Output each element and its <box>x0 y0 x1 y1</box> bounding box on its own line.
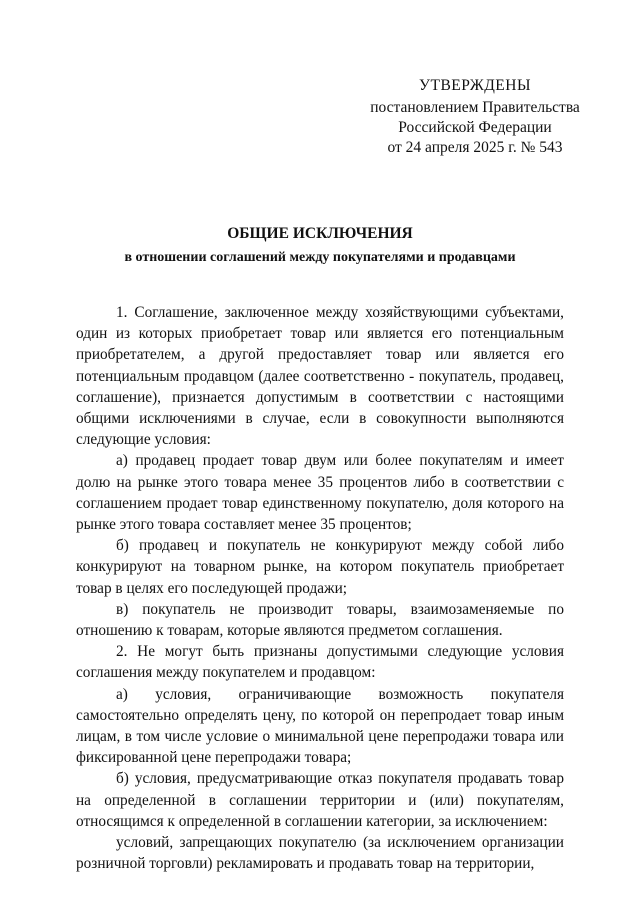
approval-line-1: постановлением Правительства <box>370 99 580 116</box>
paragraph-2a: а) условия, ограничивающие возможность покупателя самостоятельно определять цену, по которой он перепродает товар иным лицам, в том числе условие о минимальной цене перепродажи товара или фиксированной цене перепродажи товара; <box>76 685 564 767</box>
approval-block <box>340 76 610 158</box>
paragraph-2b-exception: условий, запрещающих покупателю (за исключением организации розничной торговли) рекламировать и продавать товар на территории, <box>76 834 564 873</box>
paragraph-2: 2. Не могут быть признаны допустимыми следующие условия соглашения между покупателем и продавцом: <box>76 643 564 682</box>
approval-line-2: Российской Федерации <box>398 119 552 136</box>
approval-line-3: от 24 апреля 2025 г. № 543 <box>387 139 563 156</box>
document-subtitle: в отношении соглашений между покупателями и продавцами <box>124 250 516 265</box>
paragraph-1c: в) покупатель не производит товары, взаимозаменяемые по отношению к товарам, которые являются предметом соглашения. <box>76 600 564 640</box>
paragraph-2b: б) условия, предусматривающие отказ покупателя продавать товар на определенной в соглашении территории и (или) покупателям, относящимся к определенной в соглашении категории, за исключением: <box>76 770 564 830</box>
paragraph-1b: б) продавец и покупатель не конкурируют между собой либо конкурируют на товарном рынке, на котором покупатель приобретает товар в целях его последующей продажи; <box>76 537 564 597</box>
paragraph-1a: а) продавец продает товар двум или более покупателям и имеет долю на рынке этого товара менее 35 процентов либо в соответствии с соглашением продает товар единственному покупателю, доля которого на рынке этого товара составляет менее 35 процентов; <box>76 452 564 534</box>
document-body <box>76 302 564 874</box>
document-title: ОБЩИЕ ИСКЛЮЧЕНИЯ <box>227 225 413 242</box>
paragraph-1: 1. Соглашение, заключенное между хозяйствующими субъектами, один из которых приобретает товар или является его потенциальным приобретателем, а другой предоставляет товар или является его потенциальным продавцом (далее соответственно - покупатель, продавец, соглашение), признается допустимым в соответствии с настоящими общими исключениями в случае, если в совокупности выполняются следующие условия: <box>76 304 564 449</box>
approval-heading: УТВЕРЖДЕНЫ <box>419 77 531 94</box>
